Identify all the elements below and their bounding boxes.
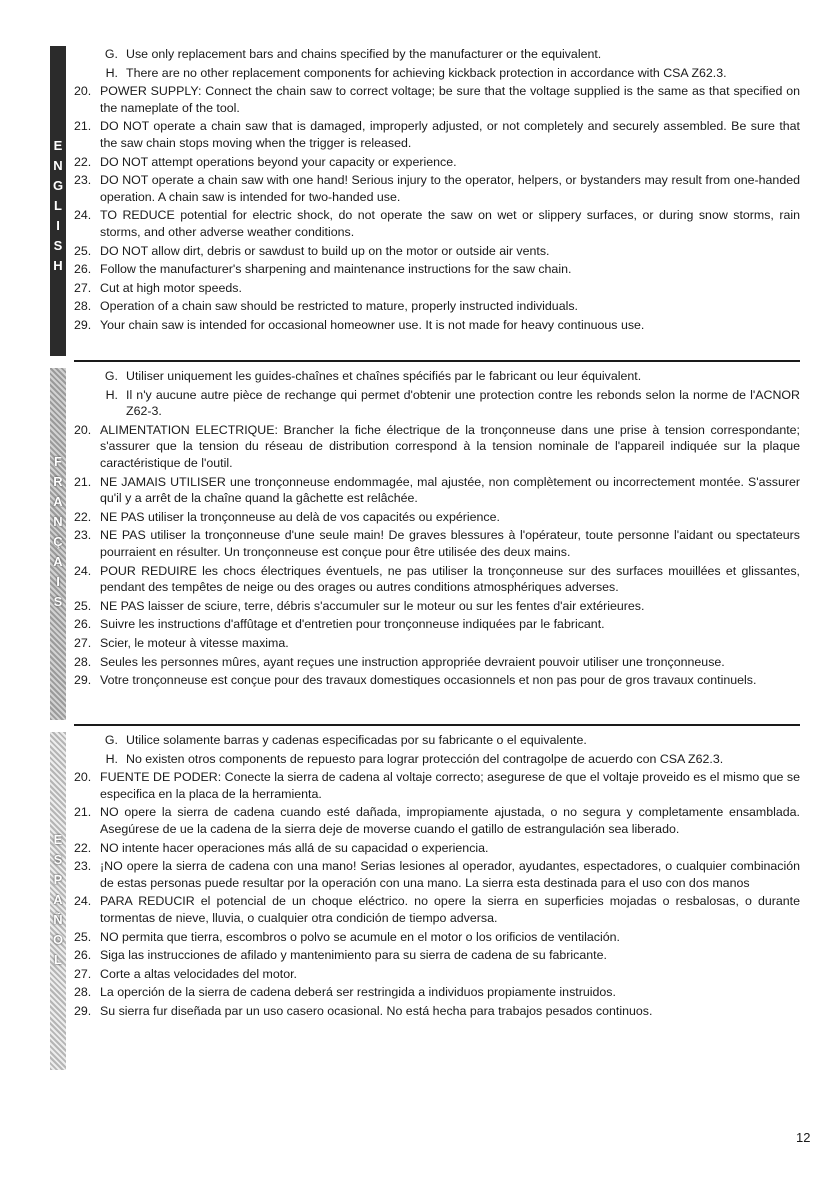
item-text: Scier, le moteur à vitesse maxima. <box>100 635 289 650</box>
item-number: 20. <box>74 84 92 99</box>
tab-letter: S <box>53 594 63 609</box>
list-item <box>74 65 800 82</box>
item-number: 23. <box>74 173 92 188</box>
item-text: Cut at high motor speeds. <box>100 280 242 295</box>
item-text: Il n'y aucune autre pièce de rechange qui permet d'obtenir une protection contre les rebonds selon la norme de l'ACNOR Z62-3. <box>126 387 800 419</box>
tab-letter: A <box>53 892 63 907</box>
item-number: 22. <box>74 509 92 524</box>
item-number: 29. <box>74 1003 92 1018</box>
item-number: 28. <box>74 654 92 669</box>
list-item <box>74 280 800 297</box>
list-item <box>74 672 800 689</box>
item-number: H. <box>105 387 118 402</box>
french-language-tab <box>50 368 66 720</box>
item-number: 26. <box>74 948 92 963</box>
tab-letter: I <box>56 574 60 589</box>
tab-letter: S <box>53 852 63 867</box>
item-text: PARA REDUCIR el potencial de un choque eléctrico. no opere la sierra en superficies mojadas o resbalosas, o durante tormentas de nieve, lluvia, o cualquier otra condición de tiempo adversa. <box>100 894 800 925</box>
item-number: G. <box>104 47 118 61</box>
list-item <box>74 840 800 857</box>
item-text: POWER SUPPLY: Connect the chain saw to correct voltage; be sure that the voltage supplied is the same as that specified on the nameplate of the tool. <box>100 84 800 115</box>
tab-letter: Ç <box>53 534 63 549</box>
item-text: NO intente hacer operaciones más allá de su capacidad o experiencia. <box>100 840 489 855</box>
item-number: G. <box>104 733 118 747</box>
french-safety-list <box>74 368 800 691</box>
tab-letter: G <box>52 178 64 193</box>
list-item <box>74 1003 800 1020</box>
list-item <box>74 172 800 205</box>
list-item <box>74 527 800 560</box>
list-item <box>74 769 800 802</box>
list-item <box>74 966 800 983</box>
item-text: ¡NO opere la sierra de cadena con una mano! Serias lesiones al operador, ayudantes, espectadores, o cualquier combinación de estas personas puede resultar por la operación con una mano. La sierra esta destinada para el uso con dos manos <box>100 859 800 890</box>
item-number: 23. <box>74 859 92 874</box>
list-item <box>74 947 800 964</box>
item-number: 20. <box>74 422 92 437</box>
item-text: Use only replacement bars and chains specified by the manufacturer or the equivalent. <box>126 47 602 61</box>
item-text: Utiliser uniquement les guides-chaînes et chaînes spécifiés par le fabricant ou leur équivalent. <box>126 369 642 383</box>
item-text: NO permita que tierra, escombros o polvo se acumule en el motor o los orificios de ventilación. <box>100 929 620 944</box>
item-number: 24. <box>74 563 92 578</box>
tab-letter: Ñ <box>53 912 63 927</box>
list-item <box>74 893 800 926</box>
item-number: H. <box>105 65 118 80</box>
english-language-tab <box>50 46 66 356</box>
item-number: 29. <box>74 317 92 332</box>
list-item <box>74 243 800 260</box>
item-number: 21. <box>74 805 92 820</box>
item-text: NE PAS utiliser la tronçonneuse d'une seule main! De graves blessures à l'opérateur, toute personne l'aidant ou spectateurs pourraient en résulter. Un tronçonneuse est conçue pour être utilisée des deux mains. <box>100 528 800 559</box>
item-text: Your chain saw is intended for occasional homeowner use. It is not made for heavy continuous use. <box>100 317 645 332</box>
tab-letter: S <box>53 238 63 253</box>
item-text: Operation of a chain saw should be restricted to mature, properly instructed individuals. <box>100 299 578 314</box>
item-text: TO REDUCE potential for electric shock, do not operate the saw on wet or slippery surfaces, or during snow storms, rain storms, and other adverse weather conditions. <box>100 208 800 239</box>
item-number: 25. <box>74 598 92 613</box>
tab-letter: P <box>53 872 63 887</box>
tab-letter: I <box>56 218 60 233</box>
item-number: 20. <box>74 770 92 785</box>
list-item <box>74 654 800 671</box>
item-text: NE PAS utiliser la tronçonneuse au delà de vos capacités ou expérience. <box>100 509 500 524</box>
section-divider <box>74 724 800 726</box>
item-number: 22. <box>74 840 92 855</box>
list-item <box>74 509 800 526</box>
tab-letter: E <box>53 832 63 847</box>
item-number: 26. <box>74 262 92 277</box>
item-text: DO NOT allow dirt, debris or sawdust to build up on the motor or outside air vents. <box>100 243 550 258</box>
tab-letter: L <box>54 952 62 967</box>
item-text: No existen otros components de repuesto para lograr protección del contragolpe de acuerdo con CSA Z62.3. <box>126 751 724 766</box>
item-number: 27. <box>74 280 92 295</box>
item-text: There are no other replacement components for achieving kickback protection in accordance with CSA Z62.3. <box>126 65 727 80</box>
item-text: Suivre les instructions d'affûtage et d'entretien pour tronçonneuse indiquées par le fabricant. <box>100 617 605 632</box>
item-text: Utilice solamente barras y cadenas especificadas por su fabricante o el equivalente. <box>126 733 587 747</box>
list-item <box>74 616 800 633</box>
item-text: ALIMENTATION ELECTRIQUE: Brancher la fiche électrique de la tronçonneuse dans une prise à tension correspondante; s'assurer que la tension du réseau de distribution correspond à la tension nominale de l'appareil indiquée sur la plaque caractéristique de l'outil. <box>100 422 800 470</box>
item-number: 24. <box>74 208 92 223</box>
item-text: DO NOT attempt operations beyond your capacity or experience. <box>100 154 457 169</box>
item-number: 25. <box>74 929 92 944</box>
list-item <box>74 154 800 171</box>
tab-letter: R <box>53 474 63 489</box>
item-text: Seules les personnes mûres, ayant reçues une instruction appropriée devraient pouvoir utiliser une tronçonneuse. <box>100 654 725 669</box>
item-text: FUENTE DE PODER: Conecte la sierra de cadena al voltaje correcto; asegurese de que el voltaje proveido es el mismo que se especifica en la placa de la herramienta. <box>100 770 800 801</box>
list-item <box>74 563 800 596</box>
spanish-safety-list <box>74 732 800 1022</box>
item-text: Follow the manufacturer's sharpening and maintenance instructions for the saw chain. <box>100 262 572 277</box>
item-number: 23. <box>74 528 92 543</box>
english-safety-list <box>74 46 800 336</box>
item-number: 21. <box>74 119 92 134</box>
tab-letter: A <box>53 554 63 569</box>
tab-letter: N <box>53 158 63 173</box>
item-text: La operción de la sierra de cadena deberá ser restringida a individuos propiamente instruidos. <box>100 985 616 1000</box>
list-item <box>74 598 800 615</box>
page-number: 12 <box>796 1130 811 1145</box>
item-text: Votre tronçonneuse est conçue pour des travaux domestiques occasionnels et non pas pour de gros travaux continuels. <box>100 673 757 688</box>
tab-letter: E <box>53 138 63 153</box>
item-text: NE JAMAIS UTILISER une tronçonneuse endommagée, mal ajustée, non complètement ou incorrectement montée. S'assurer qu'il y a arrêt de la chaîne quand la gâchette est relâchée. <box>100 474 800 506</box>
tab-letter: F <box>54 454 62 469</box>
item-number: 25. <box>74 243 92 258</box>
item-text: Su sierra fur diseñada par un uso casero ocasional. No está hecha para trabajos pesados continuos. <box>100 1003 653 1018</box>
tab-letter: L <box>54 198 62 213</box>
list-item <box>74 368 800 385</box>
list-item <box>74 732 800 749</box>
list-item <box>74 118 800 151</box>
list-item <box>74 858 800 891</box>
item-number: 27. <box>74 966 92 981</box>
list-item <box>74 207 800 240</box>
tab-letter: A <box>53 494 63 509</box>
list-item <box>74 929 800 946</box>
item-text: POUR REDUIRE les chocs électriques éventuels, ne pas utiliser la tronçonneuse sur des surfaces mouillées et glissantes, pendant des tempêtes de neige ou des orages ou autres conditions atmosphériques adverses. <box>100 563 800 595</box>
list-item <box>74 317 800 334</box>
list-item <box>74 298 800 315</box>
item-text: DO NOT operate a chain saw with one hand! Serious injury to the operator, helpers, or bystanders may result from one-handed operation. A chain saw is intended for two-handed use. <box>100 173 800 204</box>
item-text: NE PAS laisser de sciure, terre, débris s'accumuler sur le moteur ou sur les fentes d'air extérieures. <box>100 598 645 613</box>
section-divider <box>74 360 800 362</box>
item-number: 27. <box>74 635 92 650</box>
list-item <box>74 474 800 507</box>
tab-letter: H <box>53 258 63 273</box>
list-item <box>74 422 800 472</box>
item-number: 21. <box>74 474 92 489</box>
item-number: 28. <box>74 985 92 1000</box>
list-item <box>74 984 800 1001</box>
list-item <box>74 261 800 278</box>
item-number: 22. <box>74 154 92 169</box>
spanish-language-tab <box>50 732 66 1070</box>
item-number: 28. <box>74 299 92 314</box>
list-item <box>74 751 800 768</box>
list-item <box>74 83 800 116</box>
list-item <box>74 804 800 837</box>
item-number: 29. <box>74 673 92 688</box>
item-text: Corte a altas velocidades del motor. <box>100 966 297 981</box>
item-number: 26. <box>74 617 92 632</box>
item-number: 24. <box>74 894 92 909</box>
item-number: G. <box>104 369 118 383</box>
tab-letter: N <box>53 514 63 529</box>
tab-letter: O <box>52 932 64 947</box>
item-text: DO NOT operate a chain saw that is damaged, improperly adjusted, or not completely and securely assembled. Be sure that the saw chain stops moving when the trigger is released. <box>100 119 800 150</box>
list-item <box>74 635 800 652</box>
list-item <box>74 387 800 420</box>
list-item <box>74 46 800 63</box>
item-text: NO opere la sierra de cadena cuando esté dañada, impropiamente ajustada, o no segura y completamente ensamblada. Asegúrese de ue la cadena de la sierra deje de moverse cuando el gatillo de estrangulación sea liberado. <box>100 805 800 836</box>
item-text: Siga las instrucciones de afilado y mantenimiento para su sierra de cadena de su fabricante. <box>100 948 607 963</box>
item-number: H. <box>105 751 118 766</box>
